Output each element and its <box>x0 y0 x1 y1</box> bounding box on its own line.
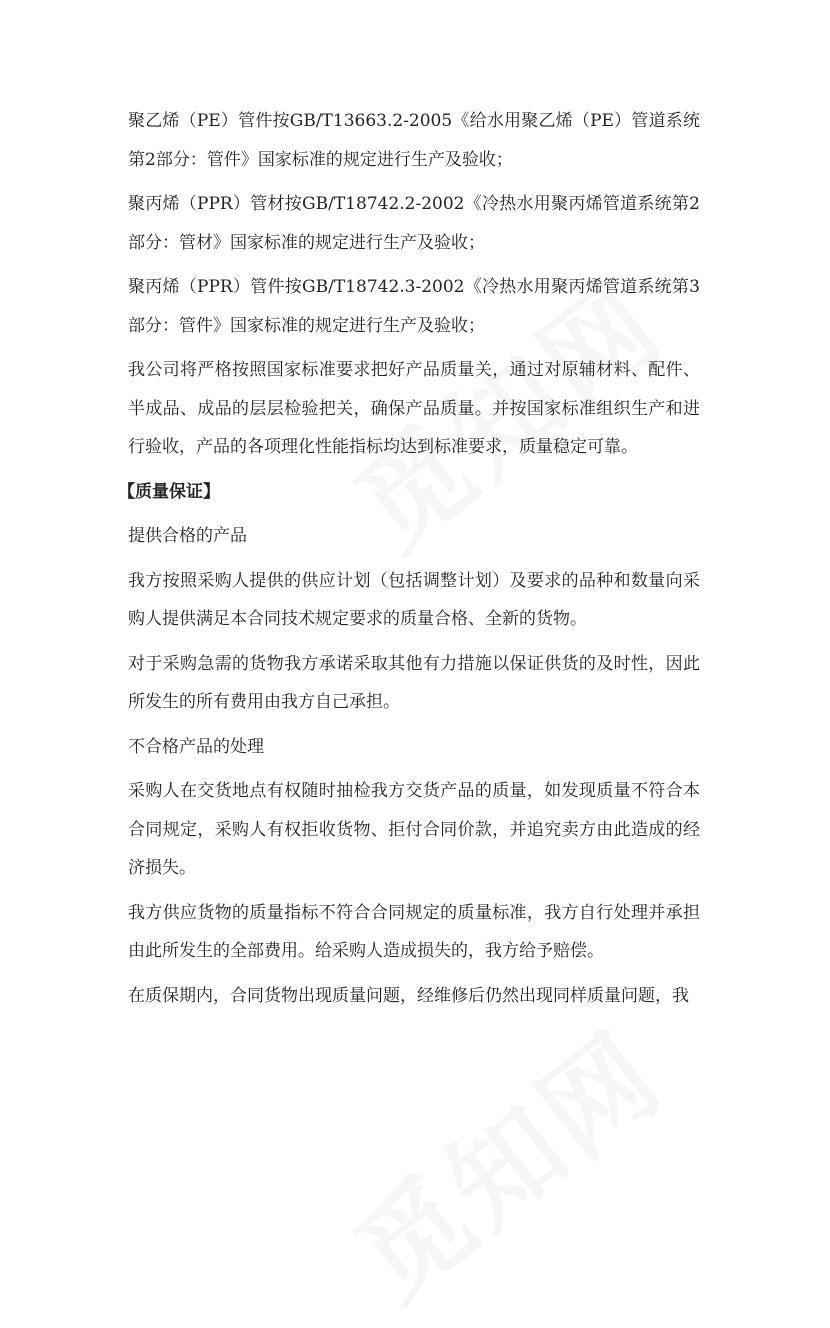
paragraph-warranty-period: 在质保期内，合同货物出现质量问题，经维修后仍然出现同样质量问题，我 <box>128 985 689 1006</box>
document-body <box>118 102 700 1021</box>
subheading-qualified-products: 提供合格的产品 <box>128 526 247 546</box>
paragraph-urgent-supply: 对于采购急需的货物我方承诺采取其他有力措施以保证供货的及时性，因此所发生的所有费用由我方自己承担。 <box>128 653 700 712</box>
section-heading-quality-assurance: 【质量保证】 <box>118 481 220 502</box>
paragraph-supply-plan: 我方按照采购人提供的供应计划（包括调整计划）及要求的品种和数量向采购人提供满足本合同技术规定要求的质量合格、全新的货物。 <box>128 570 700 629</box>
paragraph-pe-fittings: 聚乙烯（PE）管件按GB/T13663.2-2005《给水用聚乙烯（PE）管道系统第2部分：管件》国家标准的规定进行生产及验收； <box>128 111 700 170</box>
paragraph-compensation: 我方供应货物的质量指标不符合合同规定的质量标准，我方自行处理并承担由此所发生的全部费用。给采购人造成损失的，我方给予赔偿。 <box>128 902 700 961</box>
paragraph-ppr-pipes: 聚丙烯（PPR）管材按GB/T18742.2-2002《冷热水用聚丙烯管道系统第2部分：管材》国家标准的规定进行生产及验收； <box>128 194 700 253</box>
paragraph-inspection-rights: 采购人在交货地点有权随时抽检我方交货产品的质量，如发现质量不符合本合同规定，采购人有权拒收货物、拒付合同价款，并追究卖方由此造成的经济损失。 <box>128 781 700 878</box>
subheading-nonconforming-products: 不合格产品的处理 <box>128 736 264 757</box>
paragraph-ppr-fittings: 聚丙烯（PPR）管件按GB/T18742.3-2002《冷热水用聚丙烯管道系统第3部分：管件》国家标准的规定进行生产及验收； <box>128 277 700 336</box>
paragraph-quality-commitment: 我公司将严格按照国家标准要求把好产品质量关，通过对原辅材料、配件、半成品、成品的层层检验把关，确保产品质量。并按国家标准组织生产和进行验收，产品的各项理化性能指标均达到标准要求，质量稳定可靠。 <box>128 360 700 457</box>
watermark <box>318 990 690 1328</box>
